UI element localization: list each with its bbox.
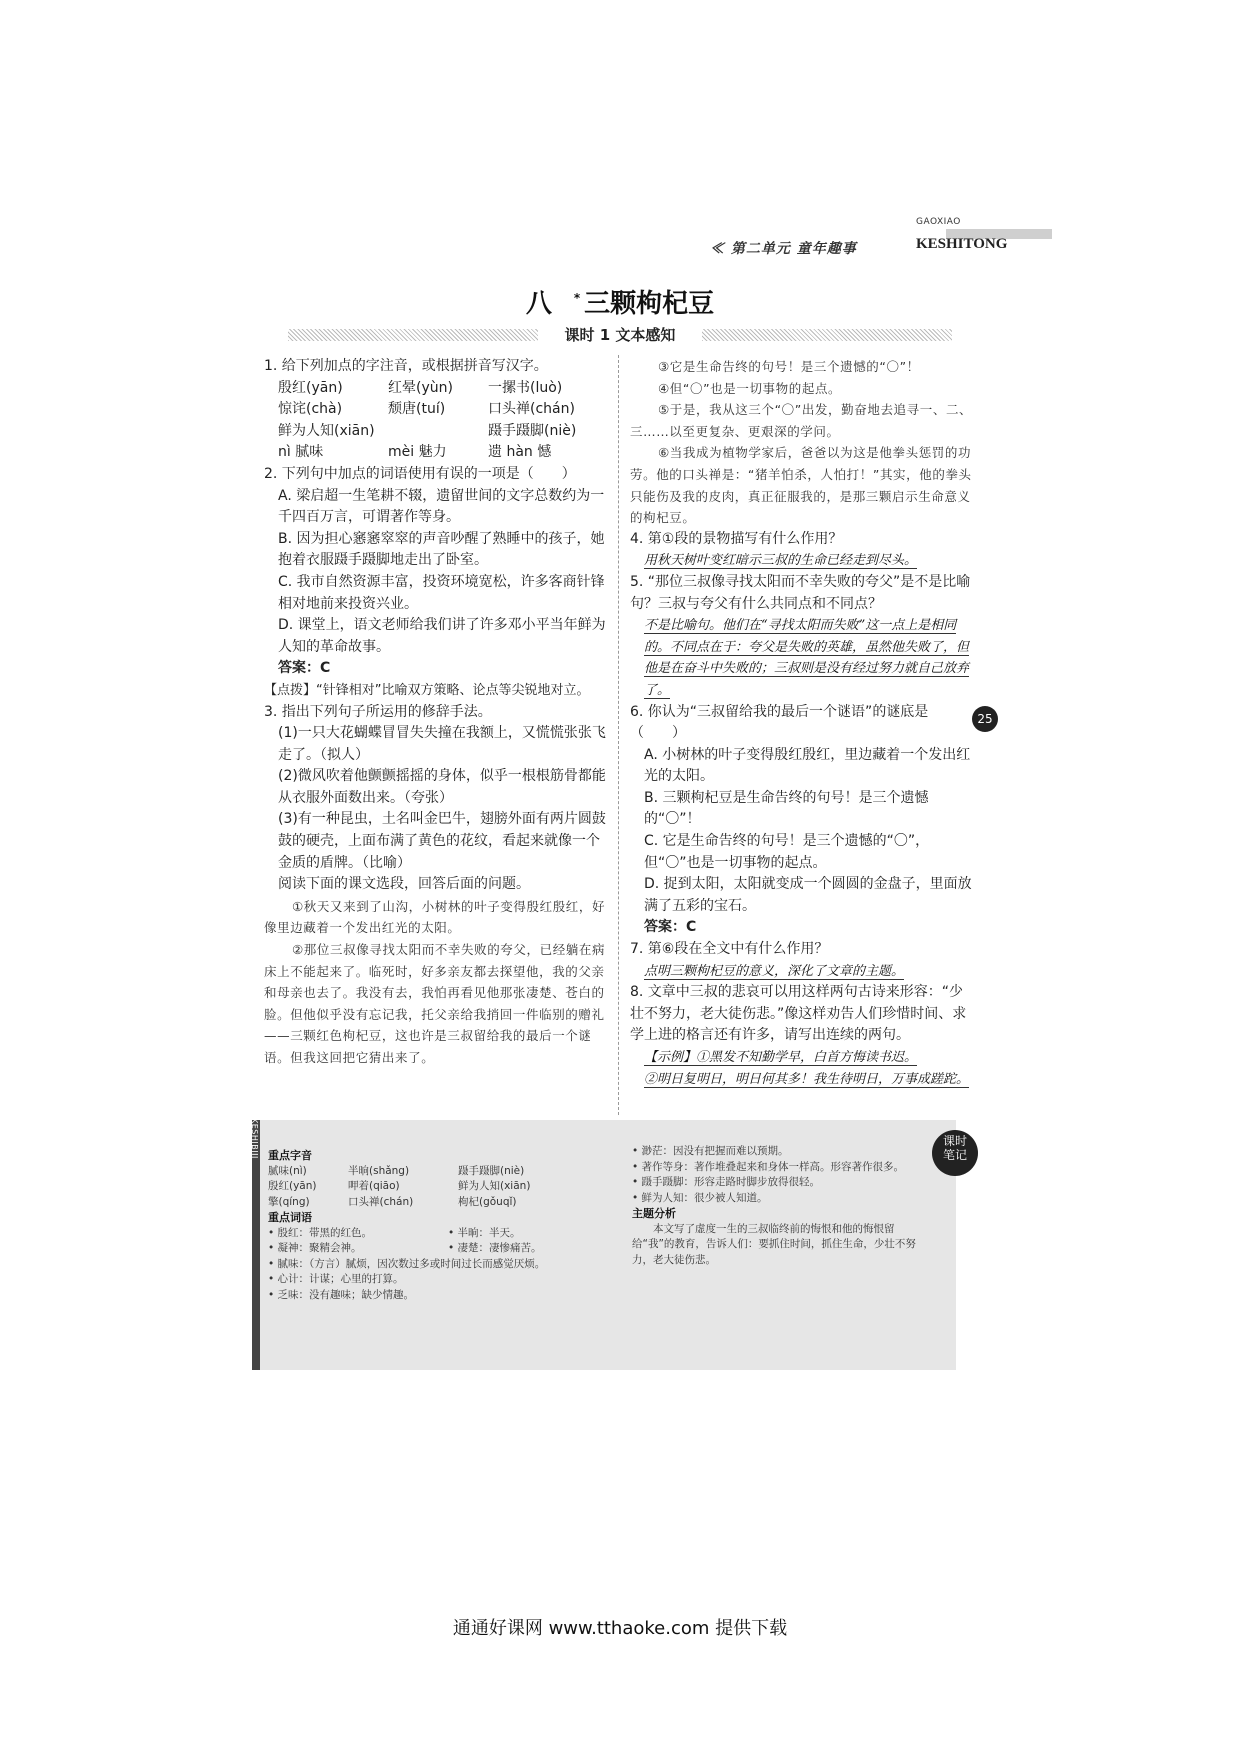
right-column <box>630 356 974 1090</box>
cy-item: • 殷红：带黑的红色。 <box>268 1226 373 1239</box>
zy-row <box>268 1164 618 1180</box>
theme-text: 本文写了虚度一生的三叔临终前的悔恨和他的悔恨留给“我”的教育，告诉人们：要抓住时间，抓住生命，少壮不努力，老大徒伤悲。 <box>632 1222 916 1266</box>
q1-item: mèi 魅力 <box>388 444 447 461</box>
brand-sub: GAOXIAO <box>916 217 961 227</box>
q8-answer-text: 【示例】①黑发不知勤学早，白首方悔读书迟。 <box>644 1050 918 1065</box>
passage-para-5: ⑤于是，我从这三个“〇”出发，勤奋地去追寻一、二、三……以至更复杂、更艰深的学问。 <box>630 402 973 439</box>
q1-row <box>264 378 608 400</box>
zy-row <box>268 1195 618 1211</box>
page-number: 25 <box>972 706 998 732</box>
q1-item <box>388 421 488 443</box>
brand-title: KESHITONG <box>916 236 1008 252</box>
notes-badge-line: 课时 <box>942 1134 967 1148</box>
q8-answer-1 <box>630 1047 974 1069</box>
cy-item: • 凝神：聚精会神。 <box>268 1242 362 1254</box>
zy-item: 殷红(yān) <box>268 1180 317 1192</box>
cy-item: • 渺茫：因没有把握而难以预期。 <box>632 1145 789 1157</box>
question-2: 2. 下列句中加点的词语使用有误的一项是（ ） <box>264 465 576 482</box>
question-1: 1. 给下列加点的字注音，或根据拼音写汉字。 <box>264 358 548 374</box>
question-8: 8. 文章中三叔的悲哀可以用这样两句古诗来形容：“少壮不努力，老大徒伤悲。”像这样劝告人们珍惜时间、求学上进的格言还有许多，请写出连续的两句。 <box>630 984 967 1044</box>
q1-item: 鲜为人知(xiān) <box>278 422 375 439</box>
q4-answer <box>630 550 974 572</box>
notes-heading-theme: 主题分析 <box>632 1207 676 1220</box>
left-column <box>264 356 608 1069</box>
zy-item: 鲜为人知(xiān) <box>458 1180 531 1192</box>
q2-option-c: C. 我市自然资源丰富，投资环境宽松，许多客商针锋相对地前来投资兴业。 <box>278 573 605 612</box>
q6-option-d: D. 捉到太阳，太阳就变成一个圆圆的金盘子，里面放满了五彩的宝石。 <box>644 876 972 914</box>
passage-para-6: ⑥当我成为植物学家后，爸爸以为这是他拳头惩罚的功劳。他的口头禅是：“猪羊怕杀，人怕打！”其实，他的拳头只能伤及我的皮肉，真正征服我的，是那三颗启示生命意义的枸杞豆。 <box>630 445 972 526</box>
q1-row <box>264 442 608 464</box>
zy-row <box>268 1179 618 1195</box>
passage-para-1: ①秋天又来到了山沟，小树林的叶子变得殷红殷红，好像里边藏着一个发出红光的太阳。 <box>264 898 606 936</box>
hatch-left <box>288 329 538 341</box>
q8-answer-2 <box>630 1069 974 1091</box>
notes-heading-words: 重点词语 <box>268 1211 312 1224</box>
cy-item: • 心计：计谋；心里的打算。 <box>268 1273 404 1285</box>
lesson-number: 八 <box>525 289 552 319</box>
q7-answer-text: 点明三颗枸杞豆的意义，深化了文章的主题。 <box>644 963 905 979</box>
notes-right <box>632 1144 932 1268</box>
q1-item: 殷红(yān) <box>278 379 343 396</box>
q2-option-d: D. 课堂上，语文老师给我们讲了许多邓小平当年鲜为人知的革命故事。 <box>278 617 606 655</box>
subtitle-bar <box>288 327 952 343</box>
notes-badge <box>932 1130 978 1176</box>
cy-item: • 凄楚：凄惨痛苦。 <box>448 1242 542 1254</box>
question-6: 6. 你认为“三叔留给我的最后一个谜语”的谜底是（ ） <box>630 703 929 742</box>
reading-instruction: 阅读下面的课文选段，回答后面的问题。 <box>278 876 530 893</box>
q1-item: 遗 hàn 憾 <box>488 444 552 461</box>
q1-item: 红晕(yùn) <box>388 379 453 396</box>
lesson-title <box>440 283 800 320</box>
q2-tip: 【点拨】“针锋相对”比喻双方策略、论点等尖锐地对立。 <box>264 682 590 698</box>
notes-left <box>268 1148 618 1303</box>
q1-item: 惊诧(chà) <box>278 401 343 418</box>
q6-answer: 答案：C <box>644 919 697 936</box>
q4-answer-text: 用秋天树叶变红暗示三叔的生命已经走到尽头。 <box>644 553 918 569</box>
unit-header: ≪ 第二单元 童年趣事 <box>710 241 857 257</box>
q5-answer <box>630 615 974 701</box>
passage-para-3: ③它是生命告终的句号！是三个遗憾的“〇”！ <box>658 359 920 374</box>
notes-badge-line: 笔记 <box>942 1148 967 1162</box>
lesson-name: 三颗枸杞豆 <box>584 289 715 319</box>
cy-item: • 蹑手蹑脚：形容走路时脚步放得很轻。 <box>632 1176 821 1188</box>
zy-item: 腻味(nì) <box>268 1164 307 1177</box>
zy-item: 口头禅(chán) <box>348 1195 414 1208</box>
zy-item: 枸杞(gǒuqǐ) <box>458 1195 517 1208</box>
column-divider <box>618 355 619 1115</box>
subtitle: 课时 1 文本感知 <box>542 324 698 345</box>
cy-item: • 乏味：没有趣味；缺少情趣。 <box>268 1288 415 1301</box>
question-7: 7. 第⑥段在全文中有什么作用？ <box>630 941 829 958</box>
q2-option-b: B. 因为担心窸窸窣窣的声音吵醒了熟睡中的孩子，她抱着衣服蹑手蹑脚地走出了卧室。 <box>278 530 605 569</box>
q3-item-3: (3)有一种昆虫，土名叫金巴牛，翅膀外面有两片圆鼓鼓的硬壳，上面布满了黄色的花纹，看起来就像一个金质的盾牌。（比喻） <box>278 811 606 871</box>
question-3: 3. 指出下列句子所运用的修辞手法。 <box>264 703 492 720</box>
q5-answer-text: 不是比喻句。他们在“寻找太阳而失败”这一点上是相同的。不同点在于：夸父是失败的英雄，虽然他失败了，但他是在奋斗中失败的；三叔则是没有经过努力就自己放弃了。 <box>644 618 970 698</box>
q1-item: 口头禅(chán) <box>488 401 575 418</box>
q1-item: nì 腻味 <box>278 444 324 461</box>
cy-item: • 鲜为人知：很少被人知道。 <box>632 1191 768 1204</box>
passage-para-2: ②那位三叔像寻找太阳而不幸失败的夸父，已经躺在病床上不能起来了。临死时，好多亲友都去探望他，我的父亲和母亲也去了。我没有去，我怕再看见他那张凄楚、苍白的脸。但他似乎没有忘记我，托父亲给我捎回一件临别的赠礼——三颗红色枸杞豆，这也许是三叔留给我的最后一个谜语。但我这回把它猜出来了。 <box>264 942 606 1065</box>
zy-item: 擎(qíng) <box>268 1195 310 1208</box>
footer-credit: 通通好课网 www.tthaoke.com 提供下载 <box>452 1618 788 1639</box>
zy-item: 蹑手蹑脚(niè) <box>458 1164 525 1177</box>
cy-item: • 半晌：半天。 <box>448 1226 521 1239</box>
cy-block <box>268 1226 618 1304</box>
zy-item: 半晌(shǎng) <box>348 1164 410 1177</box>
q1-item: 蹑手蹑脚(niè) <box>488 422 577 439</box>
q1-item: 颓唐(tuí) <box>388 401 446 418</box>
q1-row <box>264 421 608 443</box>
star-mark: * <box>573 291 581 306</box>
q2-answer: 答案：C <box>278 660 331 677</box>
q1-item: 一摞书(luò) <box>488 379 563 396</box>
q6-option-c: C. 它是生命告终的句号！是三个遗憾的“〇”，但“〇”也是一切事物的起点。 <box>644 833 930 871</box>
passage-para-4: ④但“〇”也是一切事物的起点。 <box>658 380 842 396</box>
question-4: 4. 第①段的景物描写有什么作用？ <box>630 530 843 547</box>
cy-item: • 腻味：（方言）腻烦，因次数过多或时间过长而感觉厌烦。 <box>268 1257 546 1270</box>
zy-item: 呷着(qiāo) <box>348 1180 400 1192</box>
q6-option-b: B. 三颗枸杞豆是生命告终的句号！是三个遗憾的“〇”！ <box>644 789 929 828</box>
q1-row <box>264 399 608 421</box>
notes-side-label: KESHIBIJI <box>250 1118 259 1159</box>
q8-answer-text: ②明日复明日，明日何其多！我生待明日，万事成蹉跎。 <box>644 1071 970 1087</box>
notes-heading-pronunciation: 重点字音 <box>268 1149 312 1162</box>
cy-item: • 著作等身：著作堆叠起来和身体一样高。形容著作很多。 <box>632 1160 905 1173</box>
q2-option-a: A. 梁启超一生笔耕不辍，遗留世间的文字总数约为一千四百万言，可谓著作等身。 <box>278 487 605 526</box>
q7-answer <box>630 961 974 983</box>
q6-option-a: A. 小树林的叶子变得殷红殷红，里边藏着一个发出红光的太阳。 <box>644 746 971 785</box>
q3-item-2: (2)微风吹着他颤颤摇摇的身体，似乎一根根筋骨都能从衣服外面数出来。（夸张） <box>278 768 606 806</box>
hatch-right <box>702 329 952 341</box>
question-5: 5. “那位三叔像寻找太阳而不幸失败的夸父”是不是比喻句？三叔与夸父有什么共同点和不同点？ <box>630 573 971 612</box>
q3-item-1: (1)一只大花蝴蝶冒冒失失撞在我额上，又慌慌张张飞走了。（拟人） <box>278 725 606 763</box>
